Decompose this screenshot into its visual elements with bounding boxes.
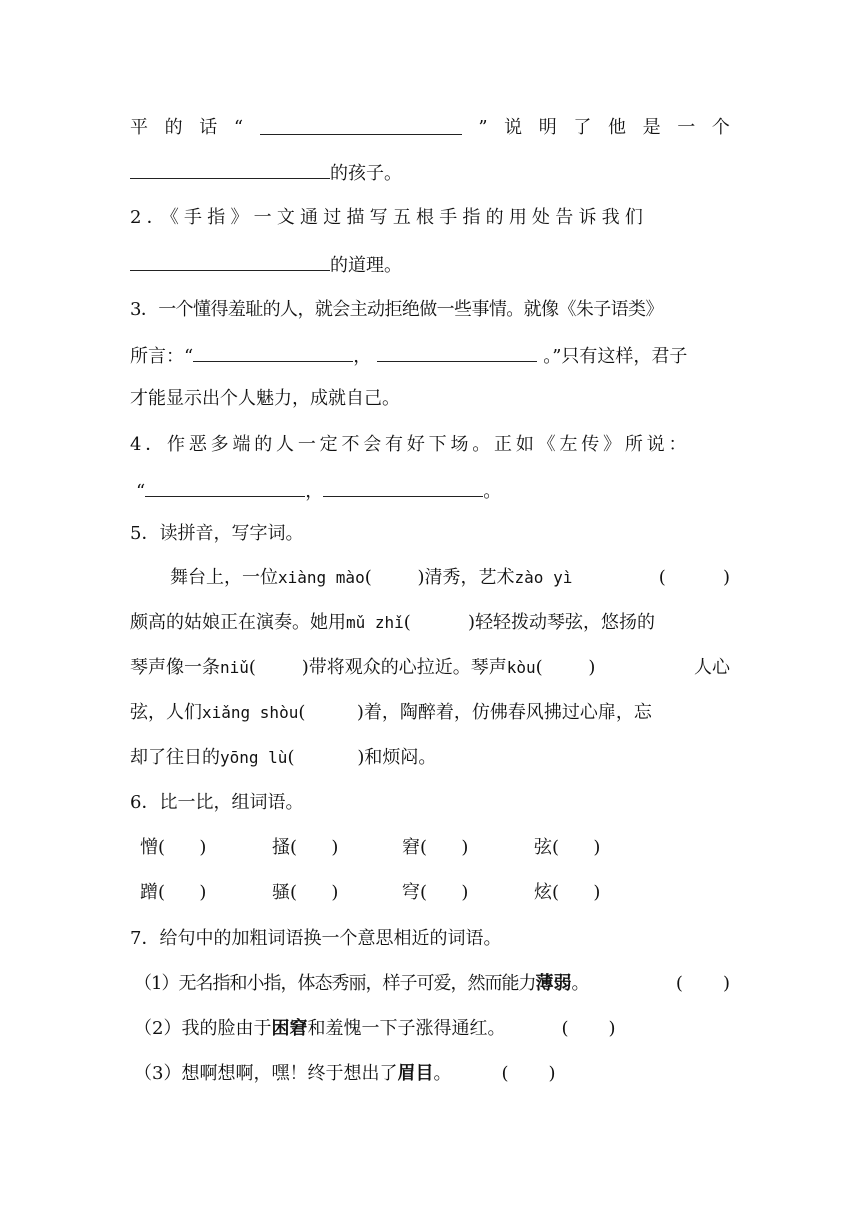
q6-item (272, 836, 338, 860)
q6-answer-paren[interactable]: ( ) (158, 882, 207, 903)
q6-char: 炫 (534, 882, 552, 903)
q5-text: 舞台上，一位 (170, 567, 278, 588)
q1-char: 他 (608, 117, 627, 138)
q6-item (272, 881, 338, 905)
q5-pinyin: kòu (506, 658, 536, 677)
q3-blank-2[interactable] (377, 343, 537, 362)
q7-answer-paren-2[interactable]: ( ) (561, 1018, 616, 1039)
q4-blank-1[interactable] (145, 478, 305, 497)
q3-blank-1[interactable] (193, 343, 353, 362)
q7-sentence-3 (134, 1062, 734, 1086)
q6-char: 骚 (272, 882, 290, 903)
q2-line-a: 2．《手指》一文通过描写五根手指的用处告诉我们 (130, 207, 649, 228)
q5-answer-paren-5[interactable]: ( ) (535, 657, 596, 678)
q6-item (534, 836, 600, 860)
q7-text: 和羞愧一下子涨得通红。 (307, 1018, 506, 1039)
q1-char: 了 (573, 117, 592, 138)
q7-answer-paren-3[interactable]: ( ) (501, 1063, 556, 1084)
q7-sentence-2 (134, 1017, 734, 1041)
q1-char: 平 (130, 117, 148, 138)
q5-text: 人心 (694, 657, 730, 678)
q3-line-c: 才能显示出个人魅力，成就自己。 (130, 388, 400, 409)
q5-answer-paren-7[interactable]: ( ) (287, 747, 365, 768)
q1-char: 的 (164, 117, 183, 138)
q6-answer-paren[interactable]: ( ) (552, 882, 601, 903)
q6-item (534, 881, 600, 905)
q7-text: （2）我的脸由于 (134, 1018, 272, 1039)
q1-char: “ (233, 117, 244, 138)
q7-answer-paren-1[interactable]: ( ) (675, 973, 730, 994)
q7-sentence-1 (134, 972, 730, 996)
q7-text: 。 (571, 973, 590, 994)
q6-answer-paren[interactable]: ( ) (552, 837, 601, 858)
q5-pinyin: niǔ (220, 658, 249, 677)
q6-answer-paren[interactable]: ( ) (420, 837, 469, 858)
q2-line-b-text: 的道理。 (330, 255, 402, 276)
q7-text: 。 (433, 1063, 452, 1084)
q2-blank[interactable] (130, 252, 330, 271)
q6-char: 蹭 (140, 882, 158, 903)
q5-pinyin: xiǎng shòu (202, 703, 299, 722)
q6-char: 窘 (402, 837, 420, 858)
q3-suffix: 。”只有这样，君子 (543, 346, 688, 367)
q6-item (402, 836, 468, 860)
q7-bold-word: 薄弱 (535, 973, 572, 994)
q1-char: ” (478, 117, 488, 138)
q5-title: 5．读拼音，写字词。 (130, 523, 304, 544)
q1-char: 明 (538, 117, 557, 138)
q5-text: 和烦闷。 (364, 747, 437, 768)
q5-text: 琴声像一条 (130, 657, 220, 678)
q4-line-b (136, 478, 736, 504)
q6-item (140, 836, 206, 860)
q1-line-b-text: 的孩子。 (330, 163, 402, 184)
q6-char: 弦 (534, 837, 552, 858)
q5-para-line-5 (130, 746, 730, 770)
q5-answer-paren-1[interactable]: ( ) (364, 567, 425, 588)
q4-mid: ， (305, 481, 324, 502)
q1-char: 个 (711, 117, 730, 138)
q5-pinyin: zào yì (514, 568, 573, 587)
q5-text: 带将观众的心拉近。琴声 (308, 657, 507, 678)
q5-para-line-3 (130, 656, 730, 680)
q2-line-b (130, 252, 730, 278)
q1-char: 是 (642, 117, 661, 138)
q6-char: 憎 (140, 837, 158, 858)
q5-answer-paren-4[interactable]: ( ) (248, 657, 309, 678)
q5-text: 弦，人们 (130, 702, 202, 723)
q1-char: 一 (677, 117, 696, 138)
q5-answer-paren-2[interactable]: ( ) (658, 567, 730, 588)
q6-char: 搔 (272, 837, 290, 858)
q1-blank-1[interactable] (260, 116, 462, 135)
q1-char: 话 (199, 117, 218, 138)
q5-text: 清秀，艺术 (424, 567, 515, 588)
q6-row-2 (140, 881, 730, 905)
q6-item (402, 881, 468, 905)
q7-text: （3）想啊想啊，嘿！终于想出了 (134, 1063, 398, 1084)
q3-line-a: 3．一个懂得羞耻的人，就会主动拒绝做一些事情。就像《朱子语类》 (130, 299, 663, 320)
q3-mid: ， (353, 346, 372, 367)
q5-answer-paren-3[interactable]: ( ) (403, 612, 476, 633)
q7-text: （1）无名指和小指，体态秀丽，样子可爱，然而能力 (134, 973, 536, 994)
q5-pinyin: yōng lù (220, 748, 288, 767)
q4-suffix: 。 (483, 481, 502, 502)
q3-prefix: 所言：“ (130, 346, 194, 367)
q5-text: 却了往日的 (130, 747, 220, 768)
q1-char: 说 (504, 117, 523, 138)
q5-answer-paren-6[interactable]: ( ) (298, 702, 364, 723)
q5-pinyin: mǔ zhǐ (346, 613, 404, 632)
q1-blank-2[interactable] (130, 160, 330, 179)
q5-text: 轻轻拨动琴弦，悠扬的 (475, 612, 656, 633)
q4-blank-2[interactable] (323, 478, 483, 497)
q3-line-b (130, 343, 730, 369)
q6-answer-paren[interactable]: ( ) (158, 837, 207, 858)
q6-char: 穹 (402, 882, 420, 903)
q7-bold-word: 困窘 (271, 1018, 308, 1039)
q4-prefix: “ (136, 481, 146, 502)
q6-item (140, 881, 206, 905)
q1-line-a (130, 116, 730, 140)
q6-answer-paren[interactable]: ( ) (290, 882, 339, 903)
q1-line-b (130, 160, 730, 186)
q4-line-a: 4．作恶多端的人一定不会有好下场。正如《左传》所说： (130, 434, 691, 455)
q6-row-1 (140, 836, 730, 860)
q5-para-line-2 (130, 611, 730, 635)
q5-text: 颇高的姑娘正在演奏。她用 (130, 612, 346, 633)
q5-pinyin: xiàng mào (278, 568, 365, 587)
q5-para-line-1 (170, 566, 730, 590)
q6-answer-paren[interactable]: ( ) (420, 882, 469, 903)
q7-bold-word: 眉目 (397, 1063, 434, 1084)
q6-title: 6．比一比，组词语。 (130, 792, 304, 813)
q7-title: 7．给句中的加粗词语换一个意思相近的词语。 (130, 928, 502, 949)
q5-para-line-4 (130, 701, 730, 725)
q6-answer-paren[interactable]: ( ) (290, 837, 339, 858)
q5-text: 着，陶醉着，仿佛春风拂过心扉，忘 (363, 702, 652, 723)
